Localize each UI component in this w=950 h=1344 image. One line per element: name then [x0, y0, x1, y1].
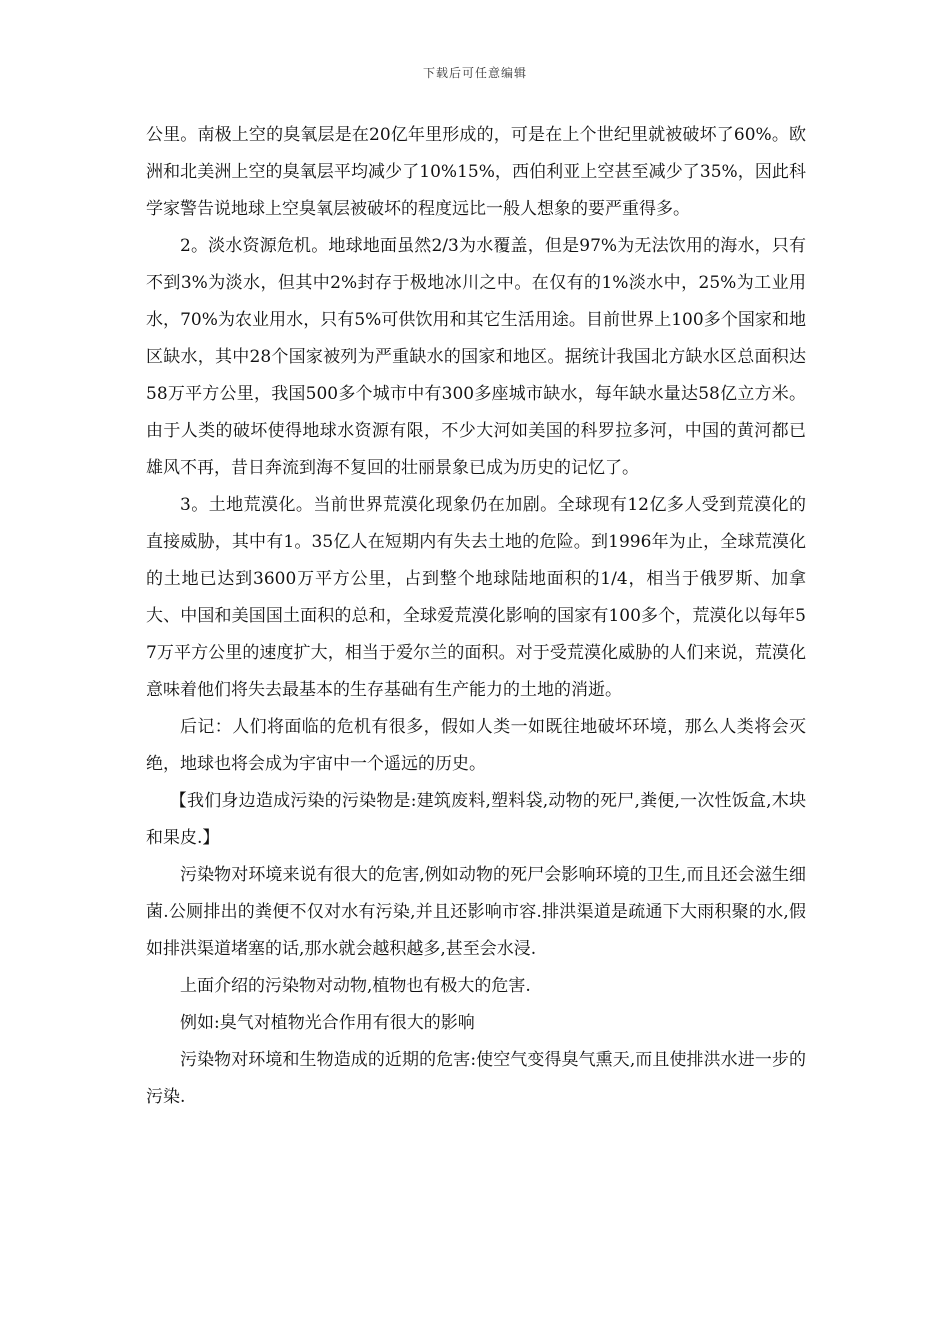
- document-body: [146, 117, 806, 1116]
- paragraph-example: 例如:臭气对植物光合作用有很大的影响: [180, 1013, 475, 1033]
- paragraph-ozone-continued: 公里。南极上空的臭氧层是在20亿年里形成的，可是在上个世纪里就被破坏了60%。欧洲和北美洲上空的臭氧层平均减少了10%15%，西伯利亚上空甚至减少了35%，因此科学家警告说地球上空臭氧层被破坏的程度远比一般人想象的要严重得多。: [146, 125, 806, 219]
- page-header: 下载后可任意编辑: [422, 66, 527, 80]
- paragraph-freshwater-crisis: 2。淡水资源危机。地球地面虽然2/3为水覆盖，但是97%为无法饮用的海水，只有不到3%为淡水，但其中2%封存于极地冰川之中。在仅有的1%淡水中，25%为工业用水，70%为农业用水，只有5%可供饮用和其它生活用途。目前世界上100多个国家和地区缺水，其中28个国家被列为严重缺水的国家和地区。据统计我国北方缺水区总面积达58万平方公里，我国500多个城市中有300多座城市缺水，每年缺水量达58亿立方米。由于人类的破坏使得地球水资源有限，不少大河如美国的科罗拉多河，中国的黄河都已雄风不再，昔日奔流到海不复回的壮丽景象已成为历史的记忆了。: [146, 236, 806, 478]
- paragraph-desertification: 3。土地荒漠化。当前世界荒漠化现象仍在加剧。全球现有12亿多人受到荒漠化的直接威胁，其中有1。35亿人在短期内有失去土地的危险。到1996年为止，全球荒漠化的土地已达到3600万平方公里，占到整个地球陆地面积的1/4，相当于俄罗斯、加拿大、中国和美国国土面积的总和，全球爱荒漠化影响的国家有100多个，荒漠化以每年57万平方公里的速度扩大，相当于爱尔兰的面积。对于受荒漠化威胁的人们来说，荒漠化意味着他们将失去最基本的生存基础有生产能力的土地的消逝。: [146, 495, 806, 700]
- paragraph-pollutants-list: 【我们身边造成污染的污染物是:建筑废料,塑料袋,动物的死尸,粪便,一次性饭盒,木块和果皮.】: [146, 791, 806, 848]
- paragraph-near-term-harm: 污染物对环境和生物造成的近期的危害:使空气变得臭气熏天,而且使排洪水进一步的污染.: [146, 1050, 806, 1107]
- paragraph-pollutant-harm: 污染物对环境来说有很大的危害,例如动物的死尸会影响环境的卫生,而且还会滋生细菌.公厕排出的粪便不仅对水有污染,并且还影响市容.排洪渠道是疏通下大雨积聚的水,假如排洪渠道堵塞的话,那水就会越积越多,甚至会水浸.: [146, 865, 806, 959]
- paragraph-postscript: 后记：人们将面临的危机有很多，假如人类一如既往地破坏环境，那么人类将会灭绝，地球也将会成为宇宙中一个遥远的历史。: [146, 717, 806, 774]
- paragraph-harm-to-life: 上面介绍的污染物对动物,植物也有极大的危害.: [180, 976, 531, 996]
